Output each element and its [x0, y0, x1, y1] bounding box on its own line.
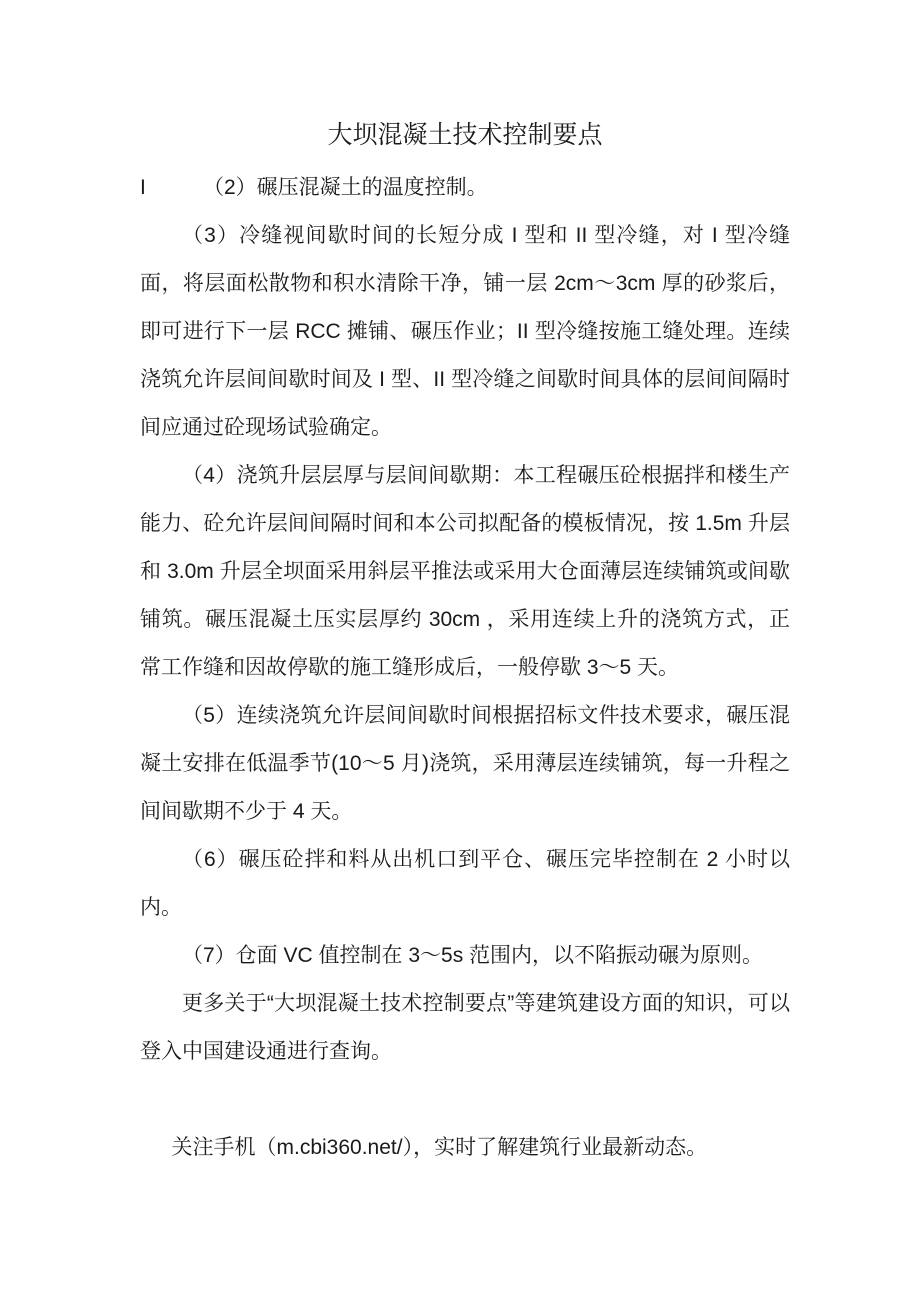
paragraph: （7）仓面 VC 值控制在 3～5s 范围内，以不陷振动碾为原则。	[182, 944, 764, 967]
page-content	[140, 0, 790, 1172]
paragraph: （5）连续浇筑允许层间间歇时间根据招标文件技术要求，碾压混凝土安排在低温季节(10～5 月)浇筑，采用薄层连续铺筑，每一升程之间间歇期不少于 4 天。	[140, 704, 790, 823]
paragraph	[140, 164, 790, 212]
document-body	[140, 164, 790, 1172]
paragraph: （6）碾压砼拌和料从出机口到平仓、碾压完毕控制在 2 小时以内。	[140, 848, 790, 919]
paragraph: （4）浇筑升层层厚与层间间歇期：本工程碾压砼根据拌和楼生产能力、砼允许层间间隔时间和本公司拟配备的模板情况，按 1.5m 升层和 3.0m 升层全坝面采用斜层平推法或采用大仓面薄层连续铺筑或间歇铺筑。碾压混凝土压实层厚约 30cm ，采用连续上升的浇筑方式，正常工作缝和因故停歇的施工缝形成后，一般停歇 3～5 天。	[140, 464, 790, 679]
paragraph-text: （2）碾压混凝土的温度控制。	[203, 176, 488, 199]
paragraph: （3）冷缝视间歇时间的长短分成 I 型和 II 型冷缝，对 I 型冷缝面，将层面松散物和积水清除干净，铺一层 2cm～3cm 厚的砂浆后，即可进行下一层 RCC 摊铺、碾压作业；II 型冷缝按施工缝处理。连续浇筑允许层间间歇时间及 I 型、II 型冷缝之间歇时间具体的层间间隔时间应通过砼现场试验确定。	[140, 224, 790, 439]
stray-character-marker: I	[140, 176, 146, 199]
document-title: 大坝混凝土技术控制要点	[327, 121, 603, 149]
paragraph: 更多关于“大坝混凝土技术控制要点”等建筑建设方面的知识，可以登入中国建设通进行查询。	[140, 992, 790, 1063]
footer-note: 关注手机（m.cbi360.net/），实时了解建筑行业最新动态。	[171, 1136, 708, 1159]
